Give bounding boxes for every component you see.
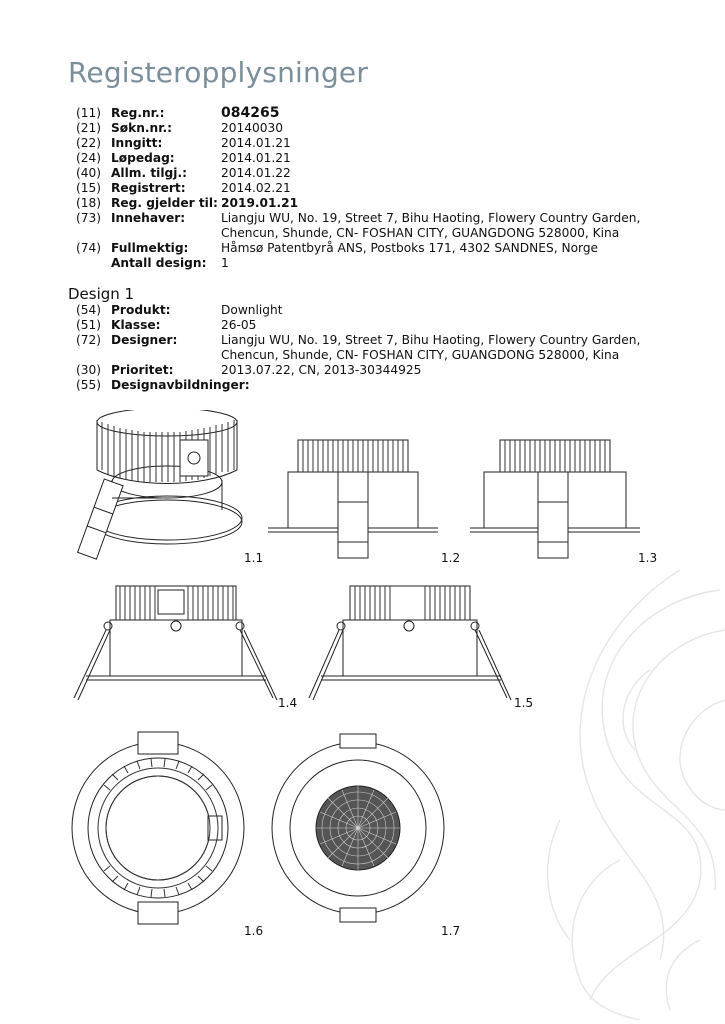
row-designer: (72) Designer: Liangju WU, No. 19, Street 7, Bihu Haoting, Flowery Country Garden, Chencun, Shunde, CN- FOSHAN CITY, GUANGDONG 528000, Kina xyxy=(76,333,641,362)
figure-label-1-1: 1.1 xyxy=(244,551,264,565)
row-reg-nr: (11) Reg.nr.: 084265 xyxy=(76,105,280,121)
row-designavbildninger: (55) Designavbildninger: xyxy=(76,378,250,392)
figure-1-5-side-view xyxy=(305,580,520,710)
figure-label-1-7: 1.7 xyxy=(441,924,461,938)
figure-label-1-4: 1.4 xyxy=(278,696,298,710)
reg-nr-value: 084265 xyxy=(221,105,280,121)
figure-label-1-3: 1.3 xyxy=(638,551,658,565)
row-produkt: (54) Produkt: Downlight xyxy=(76,303,283,317)
registration-list xyxy=(76,106,716,271)
row-registrert: (15) Registrert: 2014.02.21 xyxy=(76,181,291,195)
row-antall-design: Antall design: 1 xyxy=(111,256,229,270)
row-sokn-nr: (21) Søkn.nr.: 20140030 xyxy=(76,121,284,135)
figure-1-7-bottom-view xyxy=(268,728,448,928)
row-klasse: (51) Klasse: 26-05 xyxy=(76,318,257,332)
row-allm-tilgj: (40) Allm. tilgj.: 2014.01.22 xyxy=(76,166,291,180)
row-lopedag: (24) Løpedag: 2014.01.21 xyxy=(76,151,291,165)
design-heading: Design 1 xyxy=(68,285,135,303)
row-reg-gjelder-til: (18) Reg. gjelder til: 2019.01.21 xyxy=(76,196,299,210)
figure-1-3-side-view xyxy=(470,432,640,562)
figure-label-1-5: 1.5 xyxy=(514,696,534,710)
row-innehaver: (73) Innehaver: Liangju WU, No. 19, Street 7, Bihu Haoting, Flowery Country Garden, Chencun, Shunde, CN- FOSHAN CITY, GUANGDONG 528000, Kina xyxy=(76,211,641,240)
design-list xyxy=(76,303,716,393)
figure-1-6-top-view xyxy=(68,728,248,928)
figure-label-1-6: 1.6 xyxy=(244,924,264,938)
watermark-swirl xyxy=(520,560,725,1020)
figure-1-4-side-view xyxy=(68,580,283,710)
page-title: Registeropplysninger xyxy=(68,56,369,89)
figure-label-1-2: 1.2 xyxy=(441,551,461,565)
row-prioritet: (30) Prioritet: 2013.07.22, CN, 2013-30344925 xyxy=(76,363,422,377)
row-inngitt: (22) Inngitt: 2014.01.21 xyxy=(76,136,291,150)
row-fullmektig: (74) Fullmektig: Håmsø Patentbyrå ANS, Postboks 171, 4302 SANDNES, Norge xyxy=(76,241,599,255)
figure-1-1-perspective xyxy=(72,410,247,570)
figure-1-2-side-view xyxy=(268,432,438,562)
